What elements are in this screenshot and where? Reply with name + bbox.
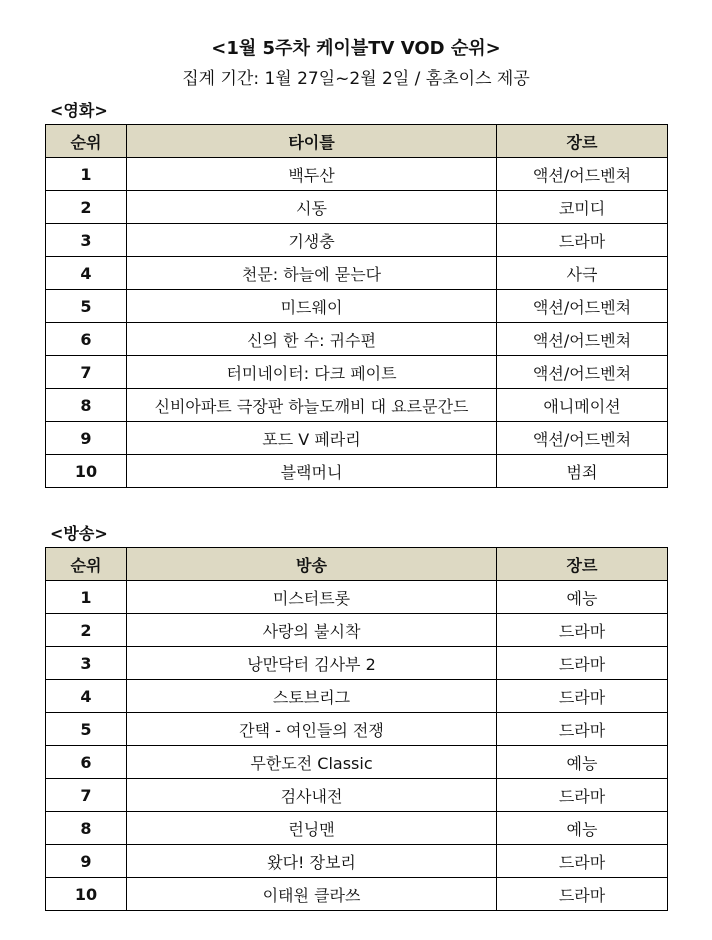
rank-cell: 6 [46,746,127,779]
genre-cell: 액션/어드벤쳐 [497,422,668,455]
genre-cell: 드라마 [497,713,668,746]
column-header-genre: 장르 [497,548,668,581]
table-row [46,812,668,845]
table-row [46,779,668,812]
rank-cell: 6 [46,323,127,356]
title-cell: 백두산 [127,158,497,191]
page-title: <1월 5주차 케이블TV VOD 순위> [211,38,501,59]
rank-cell: 5 [46,713,127,746]
title-cell: 천문: 하늘에 묻는다 [127,257,497,290]
rank-cell: 3 [46,647,127,680]
genre-cell: 드라마 [497,779,668,812]
broadcast-table [45,547,668,911]
table-row [46,422,668,455]
movies-section-label: <영화> [50,101,108,120]
genre-cell: 드라마 [497,647,668,680]
rank-cell: 2 [46,191,127,224]
table-header-row [46,548,668,581]
rank-cell: 1 [46,581,127,614]
table-row [46,158,668,191]
rank-cell: 1 [46,158,127,191]
title-cell: 검사내전 [127,779,497,812]
table-row [46,680,668,713]
column-header-genre: 장르 [497,125,668,158]
table-row [46,224,668,257]
title-cell: 스토브리그 [127,680,497,713]
genre-cell: 액션/어드벤쳐 [497,290,668,323]
rank-cell: 8 [46,812,127,845]
genre-cell: 액션/어드벤쳐 [497,323,668,356]
genre-cell: 드라마 [497,224,668,257]
table-row [46,878,668,911]
genre-cell: 코미디 [497,191,668,224]
genre-cell: 사극 [497,257,668,290]
title-cell: 이태원 클라쓰 [127,878,497,911]
table-header-row [46,125,668,158]
table-row [46,323,668,356]
table-row [46,845,668,878]
column-header-rank: 순위 [46,125,127,158]
title-cell: 블랙머니 [127,455,497,488]
title-cell: 시동 [127,191,497,224]
rank-cell: 4 [46,680,127,713]
genre-cell: 범죄 [497,455,668,488]
title-cell: 사랑의 불시착 [127,614,497,647]
title-cell: 포드 V 페라리 [127,422,497,455]
table-row [46,257,668,290]
title-cell: 간택 - 여인들의 전쟁 [127,713,497,746]
table-row [46,389,668,422]
title-cell: 기생충 [127,224,497,257]
table-row [46,191,668,224]
table-row [46,356,668,389]
rank-cell: 8 [46,389,127,422]
genre-cell: 예능 [497,581,668,614]
broadcast-table-body [46,581,668,911]
rank-cell: 5 [46,290,127,323]
genre-cell: 액션/어드벤쳐 [497,356,668,389]
rank-cell: 7 [46,356,127,389]
genre-cell: 드라마 [497,614,668,647]
title-cell: 미스터트롯 [127,581,497,614]
table-row [46,746,668,779]
rank-cell: 9 [46,422,127,455]
column-header-title: 타이틀 [127,125,497,158]
title-cell: 왔다! 장보리 [127,845,497,878]
rank-cell: 3 [46,224,127,257]
genre-cell: 애니메이션 [497,389,668,422]
broadcast-section-label: <방송> [50,524,108,543]
movies-table [45,124,668,488]
title-cell: 런닝맨 [127,812,497,845]
genre-cell: 예능 [497,812,668,845]
rank-cell: 9 [46,845,127,878]
title-cell: 터미네이터: 다크 페이트 [127,356,497,389]
title-cell: 신의 한 수: 귀수편 [127,323,497,356]
movies-table-body [46,158,668,488]
rank-cell: 10 [46,878,127,911]
title-cell: 미드웨이 [127,290,497,323]
table-row [46,647,668,680]
rank-cell: 2 [46,614,127,647]
title-cell: 낭만닥터 김사부 2 [127,647,497,680]
table-row [46,290,668,323]
column-header-rank: 순위 [46,548,127,581]
rank-cell: 10 [46,455,127,488]
genre-cell: 드라마 [497,680,668,713]
rank-cell: 7 [46,779,127,812]
table-row [46,614,668,647]
table-row [46,713,668,746]
genre-cell: 드라마 [497,878,668,911]
column-header-program: 방송 [127,548,497,581]
genre-cell: 액션/어드벤쳐 [497,158,668,191]
table-row [46,581,668,614]
page-subtitle: 집계 기간: 1월 27일~2월 2일 / 홈초이스 제공 [182,69,530,89]
genre-cell: 드라마 [497,845,668,878]
table-row [46,455,668,488]
title-cell: 무한도전 Classic [127,746,497,779]
rank-cell: 4 [46,257,127,290]
title-cell: 신비아파트 극장판 하늘도깨비 대 요르문간드 [127,389,497,422]
genre-cell: 예능 [497,746,668,779]
